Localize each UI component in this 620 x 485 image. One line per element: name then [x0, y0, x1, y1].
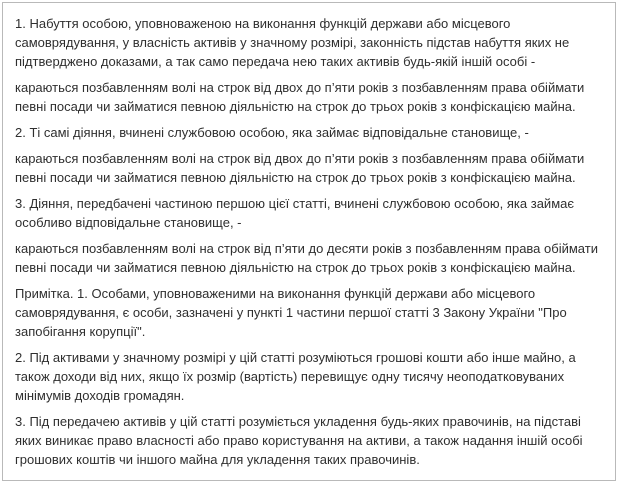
- paragraph-note-1: Примітка. 1. Особами, уповноваженими на виконання функцій держави або місцевого самоврядування, є особи, зазначені у пункті 1 частини першої статті 3 Закону України "Про запобігання корупції".: [15, 286, 567, 339]
- paragraph-part-3: 3. Діяння, передбачені частиною першою цієї статті, вчинені службовою особою, яка займає особливо відповідальне становище, -: [15, 196, 574, 230]
- article-text: [15, 14, 610, 476]
- paragraph-penalty-2: караються позбавленням волі на строк від двох до п’яти років з позбавленням права обіймати певні посади чи займатися певною діяльністю на строк до трьох років з конфіскацією майна.: [15, 151, 585, 185]
- paragraph-part-1: 1. Набуття особою, уповноваженою на виконання функцій держави або місцевого самоврядування, у власність активів у значному розмірі, законність підстав набуття яких не підтверджено доказами, а так само передача нею таких активів будь-якій іншій особі -: [15, 16, 570, 69]
- paragraph-note-3: 3. Під передачею активів у цій статті розуміється укладення будь-яких правочинів, на підставі яких виникає право власності або право користування на активи, а також надання іншій особі грошових коштів чи іншого майна для укладення таких правочинів.: [15, 414, 583, 467]
- article-text-box: [2, 2, 616, 481]
- paragraph-note-2: 2. Під активами у значному розмірі у цій статті розуміються грошові кошти або інше майно, а також доходи від них, якщо їх розмір (вартість) перевищує одну тисячу неоподатковуваних мінімумів доходів громадян.: [15, 350, 576, 403]
- paragraph-part-2: 2. Ті самі діяння, вчинені службовою особою, яка займає відповідальне становище, -: [15, 125, 529, 140]
- paragraph-penalty-3: караються позбавленням волі на строк від п’яти до десяти років з позбавленням права обіймати певні посади чи займатися певною діяльністю на строк до трьох років з конфіскацією майна.: [15, 241, 598, 275]
- paragraph-penalty-1: караються позбавленням волі на строк від двох до п’яти років з позбавленням права обіймати певні посади чи займатися певною діяльністю на строк до трьох років з конфіскацією майна.: [15, 80, 585, 114]
